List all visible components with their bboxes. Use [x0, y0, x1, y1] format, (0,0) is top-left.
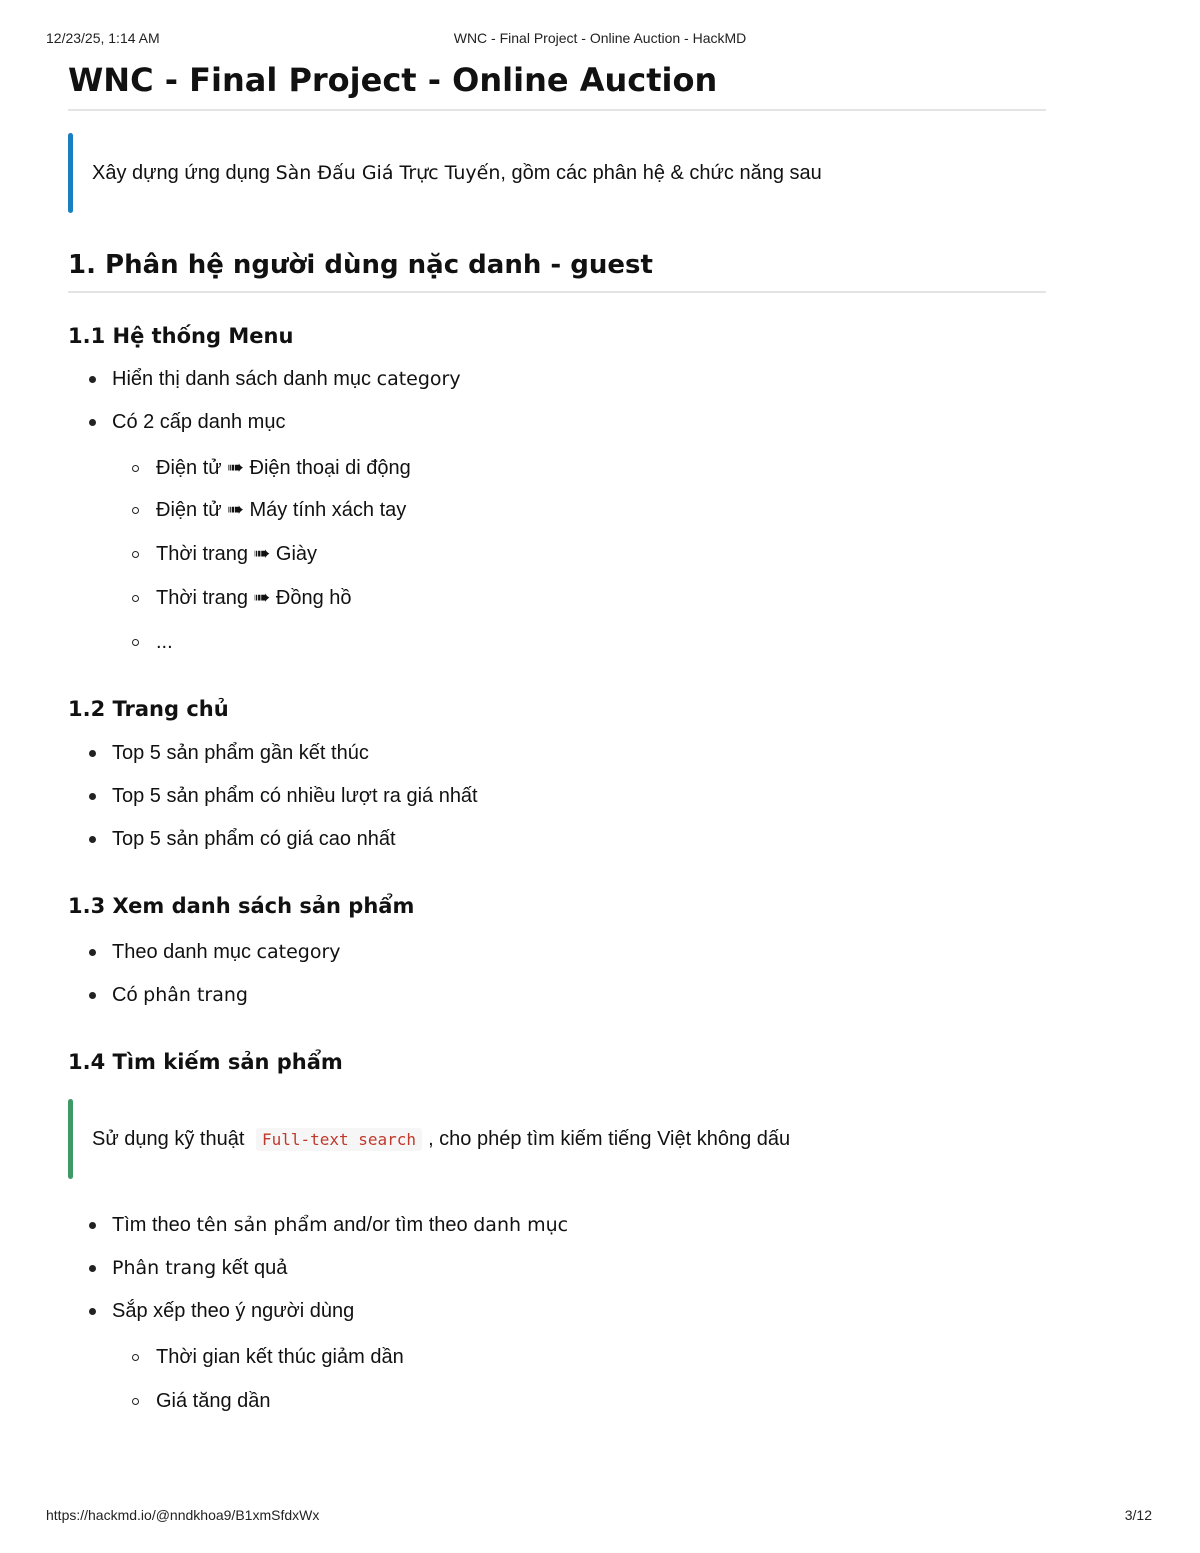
list-item	[68, 364, 1046, 394]
home-list	[68, 738, 1046, 854]
subsection-heading-1-3: 1.3 Xem danh sách sản phẩm	[68, 894, 415, 918]
sub-list-item: Thời gian kết thúc giảm dần	[68, 1342, 1046, 1372]
intro-text	[92, 158, 822, 188]
print-page-number: 3/12	[1124, 1507, 1152, 1523]
item-text: Có 2 cấp danh mục	[112, 411, 286, 433]
item-term: Phân trang	[112, 1257, 217, 1279]
print-url: https://hackmd.io/@nndkhoa9/B1xmSfdxWx	[46, 1507, 320, 1523]
list-item	[68, 937, 1046, 967]
list-item: Top 5 sản phẩm có nhiều lượt ra giá nhất	[68, 781, 1046, 811]
note-prefix: Sử dụng kỹ thuật	[92, 1127, 245, 1150]
intro-highlight: Sàn Đấu Giá Trực Tuyến	[275, 162, 501, 184]
item-term: tên sản phẩm	[196, 1214, 328, 1236]
sub-list-item: Điện tử ➠ Máy tính xách tay	[68, 495, 1046, 525]
page-title: WNC - Final Project - Online Auction	[68, 58, 1046, 111]
search-note-callout	[68, 1099, 1046, 1179]
sub-list-item: Điện tử ➠ Điện thoại di động	[68, 453, 1046, 483]
subsection-heading-1-1: 1.1 Hệ thống Menu	[68, 324, 294, 348]
sub-list-item: Thời trang ➠ Đồng hồ	[68, 583, 1046, 613]
item-term: phân trang	[143, 984, 248, 1006]
search-list	[68, 1210, 1046, 1416]
item-text: and/or tìm theo	[333, 1214, 468, 1236]
list-item: Top 5 sản phẩm có giá cao nhất	[68, 824, 1046, 854]
list-item	[68, 1253, 1046, 1283]
item-text: Tìm theo	[112, 1214, 191, 1236]
code-inline: Full-text search	[256, 1128, 422, 1151]
note-text	[92, 1124, 790, 1155]
callout-bar	[68, 1099, 73, 1179]
section-heading-1: 1. Phân hệ người dùng nặc danh - guest	[68, 247, 1046, 293]
item-text: kết quả	[221, 1257, 288, 1279]
product-list-features	[68, 937, 1046, 1010]
note-suffix: , cho phép tìm kiếm tiếng Việt không dấu	[428, 1127, 791, 1150]
menu-list	[68, 364, 1046, 657]
item-text: Có	[112, 984, 138, 1006]
item-term: danh mục	[473, 1214, 569, 1236]
print-title: WNC - Final Project - Online Auction - HackMD	[453, 30, 747, 46]
item-text: Hiển thị danh sách danh mục	[112, 368, 372, 390]
document-content	[68, 58, 1046, 1416]
intro-callout	[68, 133, 1046, 213]
intro-prefix: Xây dựng ứng dụng	[92, 162, 271, 184]
sub-list-item: Giá tăng dần	[68, 1386, 1046, 1416]
item-text: Theo danh mục	[112, 941, 251, 963]
print-datetime: 12/23/25, 1:14 AM	[46, 30, 160, 46]
list-item: Top 5 sản phẩm gần kết thúc	[68, 738, 1046, 768]
list-item	[68, 980, 1046, 1010]
sub-list-item: Thời trang ➠ Giày	[68, 539, 1046, 569]
print-footer	[0, 1507, 1200, 1527]
item-term: category	[256, 941, 341, 963]
sub-list-item: ...	[68, 627, 1046, 657]
subsection-heading-1-2: 1.2 Trang chủ	[68, 697, 229, 721]
callout-bar	[68, 133, 73, 213]
list-item	[68, 407, 1046, 437]
list-item	[68, 1210, 1046, 1240]
item-term: category	[376, 368, 461, 390]
print-header	[0, 30, 1200, 50]
subsection-heading-1-4: 1.4 Tìm kiếm sản phẩm	[68, 1050, 343, 1074]
list-item: Sắp xếp theo ý người dùng	[68, 1296, 1046, 1326]
intro-suffix: , gồm các phân hệ & chức năng sau	[500, 162, 822, 184]
